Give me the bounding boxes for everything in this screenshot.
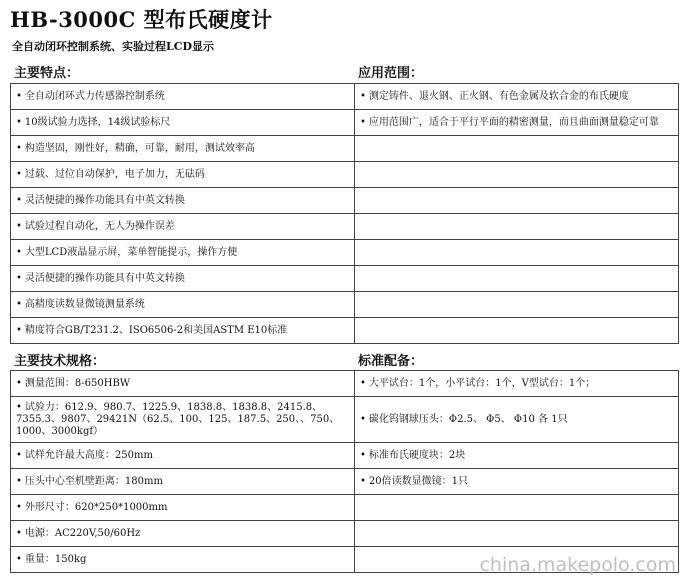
bullet: • bbox=[360, 475, 366, 487]
empty-cell bbox=[355, 136, 679, 162]
features-table bbox=[10, 83, 679, 344]
bullet: • bbox=[16, 116, 22, 128]
feature-item: • 10级试验力选择，14级试验标尺 bbox=[11, 110, 355, 136]
empty-cell bbox=[355, 162, 679, 188]
feature-item: • 构造坚固，刚性好，精确，可靠，耐用，测试效率高 bbox=[11, 136, 355, 162]
accessories-heading: 标准配备： bbox=[358, 354, 424, 369]
accessory-item: • 标准布氏硬度块：2块 bbox=[355, 443, 679, 469]
specs-table bbox=[10, 370, 679, 573]
empty-cell bbox=[355, 214, 679, 240]
feature-item: • 灵活便捷的操作功能具有中英文转换 bbox=[11, 266, 355, 292]
empty-cell bbox=[355, 188, 679, 214]
empty-cell bbox=[355, 292, 679, 318]
bullet: • bbox=[16, 298, 22, 310]
spec-item: • 压头中心至机壁距离：180mm bbox=[11, 469, 355, 495]
application-item: • 测定铸件、退火钢、正火钢、有色金属及软合金的布氏硬度 bbox=[355, 84, 679, 110]
page-subtitle: 全自动闭环控制系统、实验过程LCD显示 bbox=[12, 40, 215, 53]
accessory-item: • 大平试台：1个，小平试台：1个，V型试台：1个； bbox=[355, 371, 679, 397]
bullet: • bbox=[16, 90, 22, 102]
bullet: • bbox=[16, 246, 22, 258]
bullet: • bbox=[16, 272, 22, 284]
feature-item: • 灵活便捷的操作功能具有中英文转换 bbox=[11, 188, 355, 214]
bullet: • bbox=[360, 413, 366, 425]
empty-cell bbox=[355, 495, 679, 521]
empty-cell bbox=[355, 240, 679, 266]
feature-item: • 高精度读数显微镜测量系统 bbox=[11, 292, 355, 318]
spec-item: • 试样允许最大高度：250mm bbox=[11, 443, 355, 469]
empty-cell bbox=[355, 521, 679, 547]
bullet: • bbox=[360, 90, 366, 102]
application-item: • 应用范围广，适合于平行平面的精密测量，而且曲面测量稳定可靠 bbox=[355, 110, 679, 136]
bullet: • bbox=[16, 220, 22, 232]
spec-item: • 试验力：612.9、980.7、1225.9、1838.8、1838.8、2415.8、7355.3、9807、29421N（62.5、100、125、187.5、250、、750、1000、3000kgf） bbox=[11, 397, 355, 443]
bullet: • bbox=[16, 168, 22, 180]
feature-item: • 全自动闭环式力传感器控制系统 bbox=[11, 84, 355, 110]
bullet: • bbox=[16, 377, 22, 389]
bullet: • bbox=[16, 449, 22, 461]
spec-item: • 测量范围：8-650HBW bbox=[11, 371, 355, 397]
accessory-item: • 20倍读数显微镜：1只 bbox=[355, 469, 679, 495]
bullet: • bbox=[16, 475, 22, 487]
bullet: • bbox=[16, 527, 22, 539]
bullet: • bbox=[16, 324, 22, 336]
feature-item: • 大型LCD液晶显示屏，菜单智能提示，操作方便 bbox=[11, 240, 355, 266]
empty-cell bbox=[355, 318, 679, 344]
bullet: • bbox=[16, 501, 22, 513]
feature-item: • 精度符合GB/T231.2、ISO6506-2和美国ASTM E10标准 bbox=[11, 318, 355, 344]
spec-item: • 外形尺寸：620*250*1000mm bbox=[11, 495, 355, 521]
feature-item: • 过载、过位自动保护，电子加力，无砝码 bbox=[11, 162, 355, 188]
accessory-item: • 碳化钨钢球压头：Φ2.5、 Φ5、 Φ10 各 1只 bbox=[355, 397, 679, 443]
page-title: HB-3000C 型布氏硬度计 bbox=[10, 7, 273, 32]
bullet: • bbox=[360, 449, 366, 461]
watermark: china.makepolo.com bbox=[479, 554, 676, 576]
bullet: • bbox=[16, 142, 22, 154]
specs-heading: 主要技术规格： bbox=[14, 354, 106, 369]
spec-item: • 电源：AC220V,50/60Hz bbox=[11, 521, 355, 547]
empty-cell bbox=[355, 266, 679, 292]
bullet: • bbox=[360, 377, 366, 389]
bullet: • bbox=[16, 194, 22, 206]
bullet: • bbox=[16, 553, 22, 565]
features-heading: 主要特点： bbox=[14, 66, 80, 81]
applications-heading: 应用范围： bbox=[358, 66, 424, 81]
feature-item: • 试验过程自动化，无人为操作误差 bbox=[11, 214, 355, 240]
spec-item: • 重量：150kg bbox=[11, 547, 355, 573]
bullet: • bbox=[360, 116, 366, 128]
bullet: • bbox=[16, 401, 22, 413]
